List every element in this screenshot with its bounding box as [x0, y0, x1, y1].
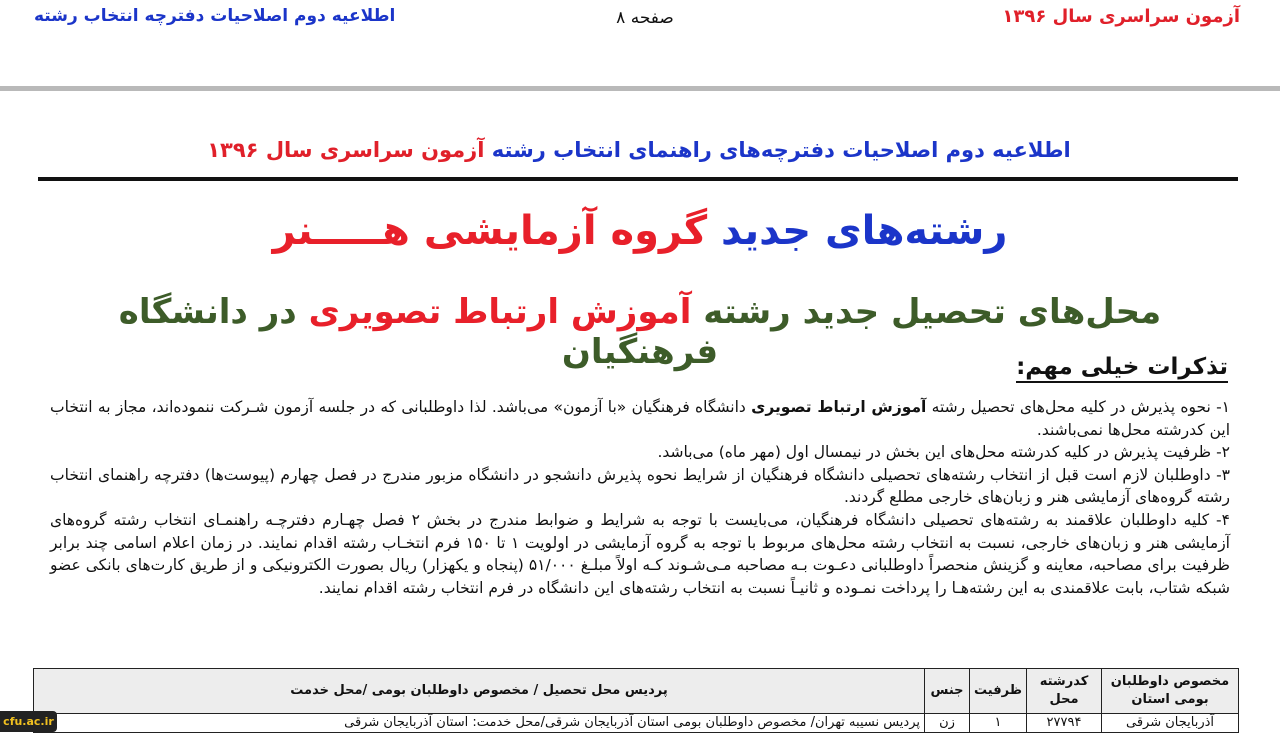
banner-divider	[38, 177, 1238, 181]
cell-province: آذربایجان شرقی	[1102, 714, 1239, 733]
note-item-4: ۴- کلیه داوطلبان علاقمند به رشته‌های تحصیلی دانشگاه فرهنگیان، می‌بایست با توجه به شرایط و ضوابط مندرج در بخش ۲ فصل چهـارم دفترچـه راهنمـای انتخاب رشته گروه‌های آزمایشی هنر و زبان‌های خارجی، نسبت به انتخاب رشته محل‌های مربوط با توجه به گروه آزمایشی در اولویت ۱ تا ۱۵۰ فرم انتخـاب رشته اقدام نمایند. در زمان اعلام اسامی چند برابر ظرفیت برای مصاحبه، معاینه و گزینش منحصراً داوطلبانی دعـوت بـه مصاحبه مـی‌شـوند کـه اولاً مبلـغ ۵۱/۰۰۰ (پنجاه و یکهزار) ریال بصورت الکترونیکی و از طریق کارت‌های بانکی عضو شبکه شتاب، بابت علاقمندی به این رشته‌هـا را پرداخت نمـوده و ثانیـاً نسبت به انتخاب رشته‌های این دانشگاه در فرم انتخاب رشته اقدام نمایند.	[50, 510, 1230, 597]
sub-title-part1: محل‌های تحصیل جدید رشته	[703, 292, 1162, 332]
header-exam-year: آزمون سراسری سال ۱۳۹۶	[1002, 6, 1240, 27]
cell-campus: پردیس نسیبه تهران/ مخصوص داوطلبان بومی استان آذربایجان شرقی/محل خدمت: استان آذربایجان شرقی	[34, 714, 925, 733]
banner-exam-year: آزمون سراسری سال ۱۳۹۶	[207, 138, 485, 162]
watermark-badge: cfu.ac.ir	[0, 711, 57, 732]
banner-text: اطلاعیه دوم اصلاحیات دفترچه‌های راهنمای انتخاب رشته	[491, 138, 1071, 162]
note-1-before: ۱- نحوه پذیرش در کلیه محل‌های تحصیل رشته	[926, 398, 1230, 416]
cell-gender: زن	[925, 714, 970, 733]
note-item-3: ۳- داوطلبان لازم است قبل از انتخاب رشته‌های تحصیلی دانشگاه فرهنگیان از شرایط نحوه پذیرش دانشجو در دانشگاه مزبور مندرج در فصل چهارم (پیوست‌ها) دفترچه راهنمای انتخاب رشته گروه‌های آزمایشی هنر و زبان‌های خارجی مطلع گردند.	[50, 465, 1230, 507]
notes-heading: تذکرات خیلی مهم:	[1016, 354, 1228, 383]
announcement-banner	[38, 138, 1240, 162]
col-capacity: ظرفیت	[970, 669, 1027, 714]
running-header	[0, 0, 1280, 45]
col-province: مخصوص داوطلبان بومی استان	[1102, 669, 1239, 714]
notes-list	[50, 396, 1230, 599]
main-title-blue: رشته‌های جدید	[721, 208, 1008, 254]
col-gender: جنس	[925, 669, 970, 714]
header-divider	[0, 86, 1280, 91]
note-1-after: دانشگاه فرهنگیان «با آزمون» می‌باشد. لذا داوطلبانی که در جلسه آزمون شـرکت ننموده‌اند، مجاز به انتخاب این کدرشته محل‌ها نمی‌باشند.	[50, 398, 1230, 439]
main-title-red: گروه آزمایشی هـــــنر	[272, 208, 708, 254]
note-1-bold: آموزش ارتباط تصویری	[751, 398, 927, 416]
main-title	[0, 208, 1280, 254]
sub-title-part2: در دانشگاه فرهنگیان	[118, 292, 719, 372]
note-item-2: ۲- ظرفیت پذیرش در کلیه کدرشته محل‌های این بخش در نیمسال اول (مهر ماه) می‌باشد.	[657, 443, 1230, 462]
col-code: کدرشته محل	[1027, 669, 1102, 714]
header-page-number: صفحه ۸	[616, 8, 674, 28]
col-campus: پردیس محل تحصیل / مخصوص داوطلبان بومی /محل خدمت	[34, 669, 925, 714]
header-document-title: اطلاعیه دوم اصلاحیات دفترچه انتخاب رشته	[34, 6, 396, 26]
campus-table	[33, 668, 1239, 733]
cell-code: ۲۷۷۹۴	[1027, 714, 1102, 733]
sub-title-field: آموزش ارتباط تصویری	[308, 292, 692, 332]
table-header-row	[34, 669, 1239, 714]
note-item-1	[50, 396, 1230, 441]
cell-capacity: ۱	[970, 714, 1027, 733]
table-row	[34, 714, 1239, 733]
